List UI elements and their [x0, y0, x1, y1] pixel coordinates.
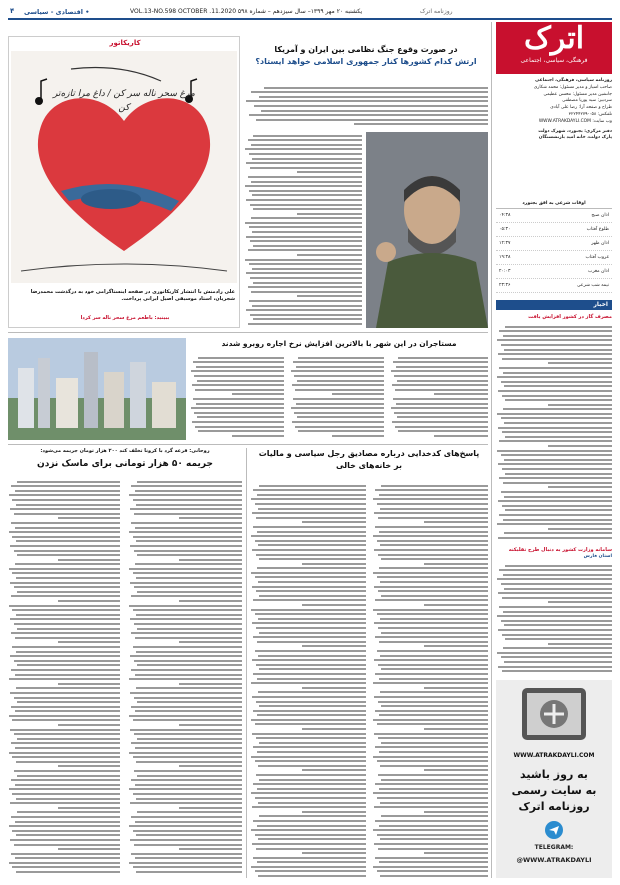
prayer-time-row	[496, 237, 612, 251]
column-divider	[491, 22, 492, 878]
rent-headline: مستاجران در این شهر با بالاترین افزایش نرخ اجاره روبرو شدند	[221, 339, 457, 348]
news-label-bar	[496, 300, 612, 310]
column-divider	[246, 448, 247, 878]
info-line: پارک دولت، خانه امید بازنشستگان	[538, 135, 612, 141]
prayer-time-row	[496, 209, 612, 223]
prayer-time-value: ۱۹:۳۸	[499, 255, 511, 260]
news-label: اخبار	[593, 301, 608, 308]
news-item-2	[496, 547, 612, 677]
election-story	[250, 448, 488, 878]
prayer-time-label: اذان صبح	[591, 213, 609, 218]
section-name: • اقتصادی - سیاسی	[24, 8, 90, 16]
main-headline-2: ارتش کدام کشورها کنار جمهوری اسلامی خواهد ایستاد؟	[255, 57, 477, 66]
election-body	[372, 482, 488, 878]
city-skyline	[8, 338, 186, 440]
mask-headline: جریمه ۵۰ هزار تومانی برای ماسک نزدن	[37, 459, 213, 469]
prayer-time-value: ۱۲:۳۷	[499, 241, 511, 246]
logo-text: اترک	[523, 21, 585, 56]
main-story-body	[244, 132, 362, 328]
mask-body	[128, 478, 242, 878]
cartoon-title-art: مرغ سحر ناله سر کن / داغ مرا تازه‌تر کن	[53, 89, 195, 113]
info-line: تلفکس: ۰۵۸-۳۲۲۴۴۲۷۹	[568, 111, 612, 117]
prayer-time-label: نیمه شب شرعی	[576, 283, 609, 288]
rent-story	[190, 338, 488, 440]
promo-line-1: به روز باشید	[520, 768, 588, 781]
prayer-time-value: ۲۰:۰۳	[499, 269, 511, 274]
news-item-sub: استان فارس	[583, 554, 612, 559]
info-line: صاحب امتیاز و مدیر مسئول: محمد شکاری	[533, 84, 612, 90]
telegram-handle[interactable]: @WWW.ATRAKDAYLI	[516, 856, 592, 864]
promo-url[interactable]: WWW.ATRAKDAYLI.COM	[513, 752, 595, 759]
news-body	[496, 562, 612, 674]
prayer-time-row	[496, 251, 612, 265]
header-bar	[8, 6, 612, 18]
prayer-title: اوقات شرعی به افق بجنورد	[496, 200, 612, 209]
cartoon-label: کاریکاتور	[109, 39, 141, 47]
prayer-time-row	[496, 223, 612, 237]
prayer-time-value: ۰۵:۳۰	[499, 227, 511, 232]
rent-body	[390, 354, 488, 440]
election-body	[250, 482, 366, 878]
paper-name-small: روزنامه اترک	[420, 8, 453, 15]
prayer-time-row	[496, 265, 612, 279]
mask-story	[8, 448, 242, 878]
prayer-time-label: اذان ظهر	[591, 241, 609, 246]
cartoon-box	[8, 36, 240, 328]
masthead-logo	[496, 22, 612, 74]
city-photo	[8, 338, 186, 440]
info-line: طراح و صفحه آرا: رضا علی آبادی	[550, 105, 612, 111]
main-story-body	[244, 84, 488, 129]
news-item-title: سامانه وزارت کشور به دنبال طرح تقلبکنه	[508, 547, 612, 553]
info-line: وب سایت: WWW.ATRAKDAYLI.COM	[538, 118, 612, 124]
news-item-1	[496, 314, 612, 544]
news-body	[496, 323, 612, 543]
prayer-times-box	[496, 200, 612, 296]
main-story-photo	[366, 132, 488, 328]
header-rule	[8, 18, 612, 20]
election-headline-2: بر خانه‌های خالی	[336, 461, 402, 470]
info-line: جانشین مدیر مسئول: محسن عظیمی	[543, 91, 612, 97]
promo-box	[496, 680, 612, 878]
logo-subtitle: فرهنگی، سیاسی، اجتماعی	[520, 57, 588, 64]
prayer-time-label: طلوع آفتاب	[586, 227, 609, 232]
prayer-time-value: ۰۴:۳۸	[499, 213, 511, 218]
news-item-title: مصرف گاز در کشور افزایش یافت	[528, 314, 612, 320]
promo-tablet-graphic	[514, 686, 594, 746]
main-story	[244, 44, 488, 330]
cartoon-caption: علی رادمنش با انتشار کاریکاتوری در صفحه اینستاگرامی خود به درگذشت محمدرضا شجریان، استاد موسیقی اصیل ایرانی پرداخت.	[30, 289, 235, 302]
masthead-info	[496, 78, 612, 198]
page-number: ۴	[10, 7, 15, 15]
prayer-time-label: غروب آفتاب	[585, 255, 609, 260]
main-headline-1: در صورت وقوع جنگ نظامی بین ایران و آمریکا	[274, 45, 458, 54]
prayer-time-label: اذان مغرب	[588, 269, 609, 274]
section-divider	[8, 444, 488, 445]
mask-body	[8, 478, 120, 878]
telegram-icon	[544, 820, 564, 840]
section-divider	[8, 332, 488, 333]
mask-kicker: روحانی: قرعه گرد با کرونا تخلف کند ۲۰۰ هزار تومان جریمه می‌شود:	[40, 448, 210, 454]
info-line: سردبیر: سید پوریا مصطفی	[562, 98, 612, 104]
info-line: دفتر مرکزی: بجنورد، شهرک دولت	[538, 128, 612, 134]
issue-line: VOL.13-NO.598 OCTOBER .11.2020 یکشنبه ۲۰ مهر ۱۳۹۹– سال سیزدهم – شماره ۵۹۸	[130, 8, 363, 15]
officer-portrait	[366, 132, 488, 328]
cartoon-illustration	[11, 51, 237, 283]
promo-line-2: به سایت رسمی	[511, 784, 597, 797]
rent-body	[190, 354, 284, 440]
prayer-time-row	[496, 279, 612, 293]
telegram-label: TELEGRAM:	[534, 844, 574, 851]
cartoon-footer: ببینید: باطعم مرغ سحر ناله سر کردا	[80, 315, 170, 321]
prayer-time-value: ۲۳:۳۶	[499, 283, 511, 288]
rent-body	[290, 354, 384, 440]
election-headline-1: پاسخ‌های کدخدایی درباره مصادیق رجل سیاسی و مالیات	[258, 449, 480, 458]
info-line: روزنامه سیاسی، فرهنگی، اجتماعی	[535, 78, 612, 83]
promo-line-3: روزنامه اترک	[518, 800, 590, 813]
